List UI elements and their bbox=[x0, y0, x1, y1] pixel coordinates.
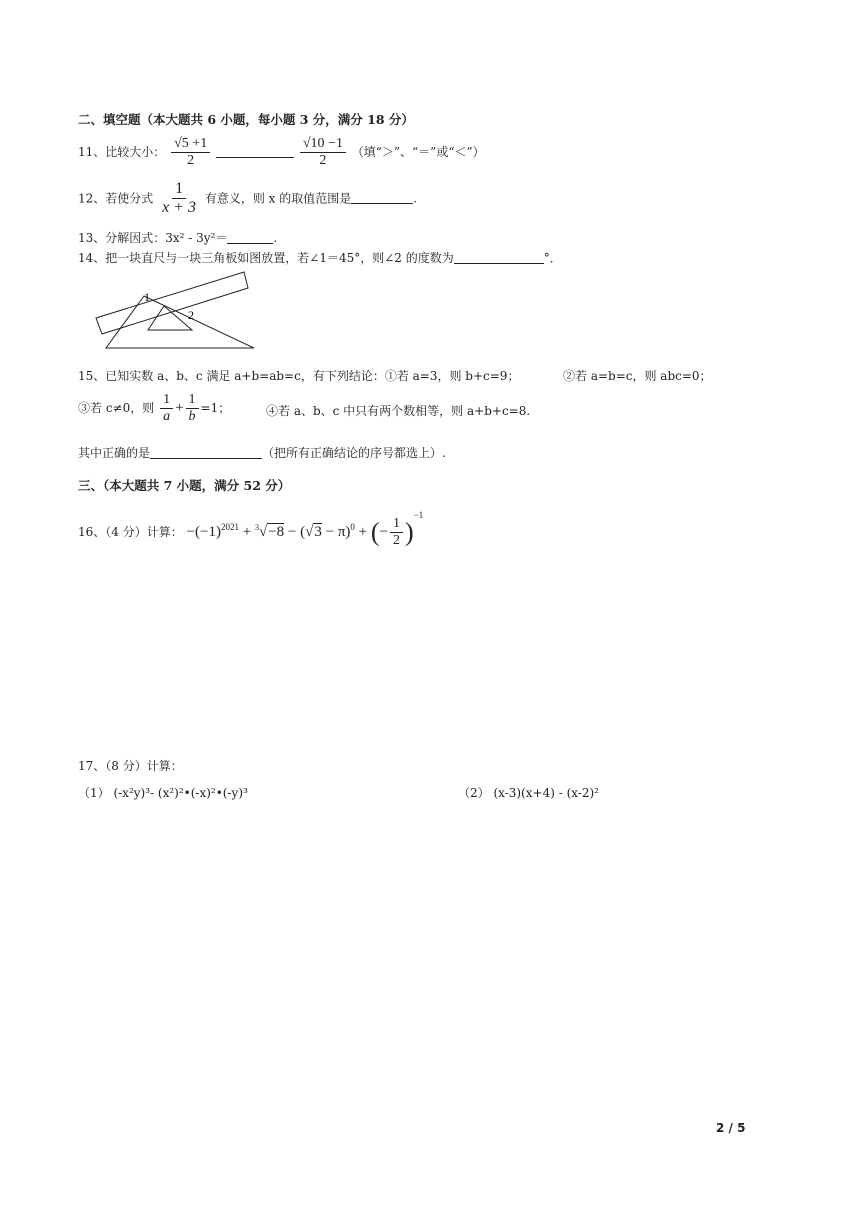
angle-2-label: 2 bbox=[188, 308, 194, 322]
q12-prefix: 12、若使分式 bbox=[78, 191, 154, 206]
q11-hint: （填“＞”、“＝”或“＜”） bbox=[351, 145, 485, 160]
question-15-item4: ④若 a、b、c 中只有两个数相等，则 a+b+c=8. bbox=[266, 404, 531, 418]
ruler-shape bbox=[96, 272, 248, 334]
angle-1-label: 1 bbox=[144, 290, 150, 304]
question-16 bbox=[78, 510, 423, 549]
section-heading-solutions: 三、（本大题共 7 小题，满分 52 分） bbox=[78, 478, 291, 493]
question-15-line1: 15、已知实数 a、b、c 满足 a+b=ab=c，有下列结论：①若 a=3，则 b+c=9； bbox=[78, 369, 520, 383]
q15-fraction-b: $\frac{1}{b}$ bbox=[186, 392, 199, 425]
q16-fraction: $\frac{1}{2}$ bbox=[390, 516, 403, 549]
q12-fraction: $\frac{1}{x + 3}$ bbox=[162, 180, 197, 217]
question-15-answer: 其中正确的是 （把所有正确结论的序号都选上）. bbox=[78, 446, 446, 460]
q16-prefix: 16、（4 分）计算： bbox=[78, 525, 183, 539]
question-13: 13、分解因式：3x² - 3y²＝ . bbox=[78, 231, 278, 245]
q13-answer-blank[interactable] bbox=[227, 230, 273, 244]
triangle-outer bbox=[106, 296, 254, 348]
q11-fraction-1: $\frac{√5 +1}{2}$ bbox=[171, 136, 210, 169]
q16-expression: $-(-1)^{2021} + ^3√-8 - (√3 - \pi)^0$ + (− $\frac{1}{2}$ )$^{-1}$ bbox=[186, 510, 424, 549]
q14-prefix: 14、把一块直尺与一块三角板如图放置，若∠1＝45°，则∠2 的度数为 bbox=[78, 251, 454, 265]
triangle-inner bbox=[148, 306, 192, 330]
section-heading-fill-in: 二、填空题（本大题共 6 小题，每小题 3 分，满分 18 分） bbox=[78, 112, 414, 127]
question-17-part1: （1） (-x²y)³- (x²)²•(-x)²•(-y)³ bbox=[78, 786, 248, 800]
q14-answer-blank[interactable] bbox=[454, 250, 544, 264]
question-11 bbox=[78, 136, 485, 169]
question-15-item3: ③若 c≠0，则 $\frac{1}{a}$ + $\frac{1}{b}$ =1； bbox=[78, 392, 231, 425]
question-15-item2: ②若 a=b=c，则 abc=0； bbox=[563, 369, 712, 383]
page-number: 2 / 5 bbox=[716, 1121, 746, 1135]
question-17-title: 17、（8 分）计算： bbox=[78, 759, 183, 773]
q12-suffix: 有意义，则 x 的取值范围是 bbox=[204, 191, 352, 206]
q15-fraction-a: $\frac{1}{a}$ bbox=[160, 392, 173, 425]
q11-prefix: 11、比较大小： bbox=[78, 145, 166, 160]
q11-answer-blank[interactable] bbox=[216, 144, 294, 158]
question-12: 12、若使分式 $\frac{1}{x + 3}$ 有意义，则 x 的取值范围是 . bbox=[78, 180, 418, 217]
question-17-part2: （2） (x-3)(x+4) - (x-2)² bbox=[458, 786, 599, 800]
q15-answer-blank[interactable] bbox=[150, 445, 262, 459]
q12-answer-blank[interactable] bbox=[351, 190, 413, 204]
q11-fraction-2: $\frac{√10 -1}{2}$ bbox=[300, 136, 346, 169]
ruler-triangle-figure bbox=[94, 268, 254, 350]
q13-prefix: 13、分解因式：3x² - 3y²＝ bbox=[78, 231, 228, 245]
question-14: 14、把一块直尺与一块三角板如图放置，若∠1＝45°，则∠2 的度数为 °． bbox=[78, 251, 562, 265]
